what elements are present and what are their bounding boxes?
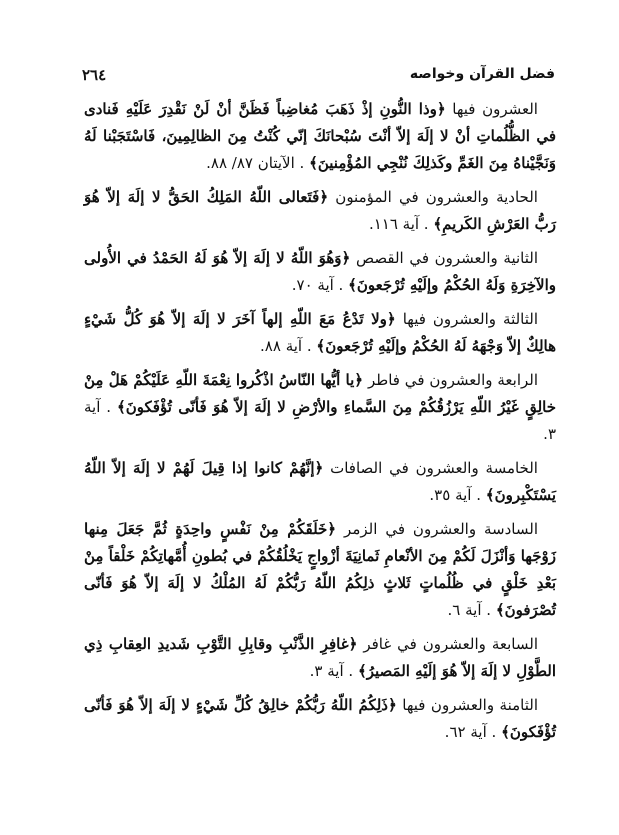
verse-reference: . آية ٣.: [309, 662, 354, 680]
paragraph-intro: الثالثة والعشرون فيها: [402, 310, 539, 328]
paragraph-intro: الثانية والعشرون في القصص: [355, 249, 538, 267]
paragraph: [84, 631, 556, 685]
verse-reference: . آية ٣٥.: [429, 486, 481, 504]
paragraph-intro: الثامنة والعشرون فيها: [402, 696, 538, 714]
quran-verse: ﴿ذَلِكُمُ اللّهُ رَبُّكُمْ خالِقُ كُلِّ شَيْءٍ لا إلَهَ إلاّ هُوَ فَأنّى تُؤْفَكونَ﴾: [84, 696, 556, 741]
verse-reference: . آية ٦٢.: [444, 723, 497, 741]
quran-verse: ﴿غافِرِ الذَّنْبِ وقابِلِ التَّوْبِ شَديدِ العِقابِ ذِي الطَّوْلِ لا إلَهَ إلاّ هُوَ إلَيْهِ المَصيرُ﴾: [84, 635, 556, 680]
verse-reference: . آية ٦.: [447, 601, 492, 619]
paragraph: [84, 245, 556, 299]
paragraph: [84, 96, 556, 177]
paragraph-intro: السابعة والعشرون في غافر: [363, 635, 538, 653]
paragraph: [84, 367, 556, 448]
paragraph: [84, 692, 556, 746]
paragraph: [84, 455, 556, 509]
verse-reference: . آية ٣.: [84, 398, 556, 443]
quran-verse: ﴿ولا تَدْعُ مَعَ اللّهِ إلهاً آخَرَ لا إلَهَ إلاّ هُوَ كُلُّ شَيْءٍ هالِكٌ إلاّ وَجْهَهُ لَهُ الحُكْمُ وإلَيْهِ تُرْجَعونَ﴾: [84, 310, 556, 355]
running-title: فضل القرآن وخواصه: [409, 66, 555, 82]
quran-verse: ﴿وَهُوَ اللّهُ لا إلَهَ إلاّ هُوَ لَهُ الحَمْدُ في الأُولى والآخِرَةِ وَلَهُ الحُكْمُ وإلَيْهِ تُرْجَعونَ﴾: [84, 249, 556, 294]
quran-verse: ﴿إنَّهُمْ كانوا إذا قِيلَ لَهُمْ لا إلَهَ إلاّ اللّهُ يَسْتَكْبِرونَ﴾: [84, 459, 556, 504]
quran-verse: ﴿خَلَقَكُمْ مِنْ نَفْسٍ واحِدَةٍ ثُمَّ جَعَلَ مِنها زَوْجَها وَأنْزَلَ لَكُمْ مِنَ الأنْعامِ ثَمانِيَةَ أزْواجٍ يَخْلُقُكُمْ في بُطونِ أُمَّهاتِكُمْ خَلْقاً مِنْ بَعْدِ خَلْقٍ في ظُلُماتٍ ثَلاثٍ ذلِكُمُ اللّهُ رَبُّكُمْ لَهُ المُلْكُ لا إلَهَ إلاّ هُوَ فَأنّى تُصْرَفونَ﴾: [84, 520, 556, 619]
paragraph: [84, 306, 556, 360]
verse-reference: . آية ١١٦.: [368, 215, 429, 233]
verse-reference: . الآيتان ٨٧/ ٨٨.: [206, 154, 305, 172]
paragraph-intro: السادسة والعشرون في الزمر: [344, 520, 538, 538]
paragraph-intro: العشرون فيها: [452, 100, 538, 118]
verse-reference: . آية ٨٨.: [260, 337, 312, 355]
paragraph-intro: الخامسة والعشرون في الصافات: [330, 459, 538, 477]
quran-verse: ﴿فَتَعالى اللّهُ المَلِكُ الحَقُّ لا إلَهَ إلاّ هُوَ رَبُّ العَرْشِ الكَريمِ﴾: [84, 188, 556, 233]
page-header: [82, 66, 555, 88]
quran-verse: ﴿وذا النُّونِ إذْ ذَهَبَ مُغاضِباً فَظَنَّ أنْ لَنْ نَقْدِرَ عَلَيْهِ فَنادى في الظُّلُماتِ أنْ لا إلَهَ إلاّ أنْتَ سُبْحانَكَ إنّي كُنْتُ مِنَ الظالِمِينَ، فَاسْتَجَبْنا لَهُ وَنَجَّيْناهُ مِنَ الغَمِّ وكَذلِكَ نُنْجِي المُؤْمِنينَ﴾: [84, 100, 556, 172]
paragraph-intro: الرابعة والعشرون في فاطر: [367, 371, 538, 389]
paragraph: [84, 516, 556, 624]
page-number: ٢٦٤: [82, 66, 107, 84]
verse-reference: . آية ٧٠.: [291, 276, 344, 294]
paragraph: [84, 184, 556, 238]
page-body: [84, 96, 556, 753]
paragraph-intro: الحادية والعشرون في المؤمنون: [335, 188, 538, 206]
quran-verse: ﴿يا أيُّها النّاسُ اذْكُروا نِعْمَةَ اللّهِ عَلَيْكُمْ هَلْ مِنْ خالِقٍ غَيْرُ اللّهِ يَرْزُقُكُمْ مِنَ السَّماءِ والأرْضِ لا إلَهَ إلاّ هُوَ فَأنّى تُؤْفَكونَ﴾: [84, 371, 556, 416]
